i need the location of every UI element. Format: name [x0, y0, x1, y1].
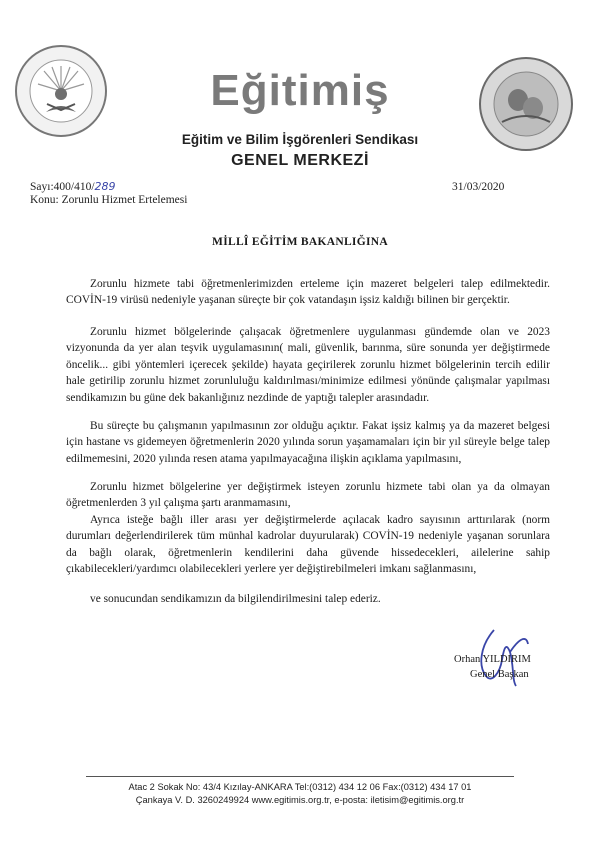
paragraph-5-text: Ayrıca isteğe bağlı iller arası yer değiştirmelerde açılacak kadro sayısının arttırılarak (norm durumları değerlendirilerek tüm münhal kadrolar duyurularak) COVİN-19 nedeniyle yaşanan sorunlara da bağlı olarak, öğretmenlerin kendilerini daha güvende hissedecekleri, ailelerine sahip çıkabilecekleri/yardımcı olabilecekleri yerlere yer değiştirebilmeleri imkanı sağlanmasını,: [66, 514, 550, 576]
paragraph-6: ve sonucundan sendikamızın da bilgilendirilmesini talep ederiz.: [90, 593, 381, 605]
paragraph-4-text: Zorunlu hizmet bölgelerine yer değiştirmek isteyen zorunlu hizmete tabi olan ya da olmayan öğretmenlerden 3 yıl çalışma şartı aranmamasını,: [66, 481, 550, 510]
office-name: GENEL MERKEZİ: [231, 152, 369, 169]
footer-contact: Çankaya V. D. 3260249924 www.egitimis.org.tr, e-posta: iletisim@egitimis.org.tr: [135, 795, 465, 805]
paragraph-3-text: Bu süreçte bu çalışmanın yapılmasının zor olduğu açıktır. Fakat işsiz kalmış ya da mazeret belgesi için hastane vs gidemeyen öğretmenlerin 2020 yılında sorun yaşamamaları için bir yıl süreyle belge talep edilmemesini, 2020 yılında resen atama yapılmayacağına ilişkin açıklama yapılmasını,: [66, 420, 550, 465]
reference-number: [30, 180, 116, 193]
handwritten-number: 289: [94, 180, 116, 193]
signatory-name: Orhan YILDIRIM: [454, 654, 531, 665]
signatory-title: Genel Başkan: [470, 669, 529, 680]
recipient: MİLLÎ EĞİTİM BAKANLIĞINA: [212, 236, 388, 248]
paragraph-4: [66, 479, 550, 512]
subject-line: Konu: Zorunlu Hizmet Ertelemesi: [30, 194, 188, 206]
number-label: Sayı:400/410/: [30, 181, 95, 193]
paragraph-1-text: Zorunlu hizmete tabi öğretmenlerimizden erteleme için mazeret belgeleri talep edilmektedir. COVİN-19 virüsü nedeniyle yaşanan süreçte bir çok vatandaşın işsiz kaldığı bilinen bir gerçektir.: [66, 278, 550, 307]
paragraph-2: [66, 324, 550, 406]
left-logo-text: [14, 0, 15, 1]
document-date: 31/03/2020: [452, 181, 505, 193]
right-logo-text: [478, 0, 479, 1]
paragraph-1: [66, 276, 550, 309]
paragraph-3: [66, 418, 550, 467]
paragraph-2-text: Zorunlu hizmet bölgelerinde çalışacak öğretmenlere uygulanması gündemde olan ve 2023 vizyonunda da yer alan teşvik uygulamasının( mali, güvenlik, barınma, süre sonunda yer değiştirmede öncelik... gibi yöntemleri içerecek şekilde) hayata geçirilerek zorunlu hizmet bölgelerinin tercih edilir hale getirilip zorunlu hizmet zorunluluğu kaldırılması/minimize edilmesi yönünde çalışmalar yapılması sendikamızın bu güne dek bakanlığınız nezdinde de yaptığı talepler arasındadır.: [66, 326, 550, 404]
footer-address: Atac 2 Sokak No: 43/4 Kızılay-ANKARA Tel:(0312) 434 12 06 Fax:(0312) 434 17 01: [128, 782, 472, 792]
org-name: Eğitim ve Bilim İşgörenleri Sendikası: [181, 132, 419, 147]
paragraph-5: [66, 512, 550, 578]
brand-title: Eğitimiş: [210, 66, 390, 115]
footer-divider: [86, 776, 514, 777]
